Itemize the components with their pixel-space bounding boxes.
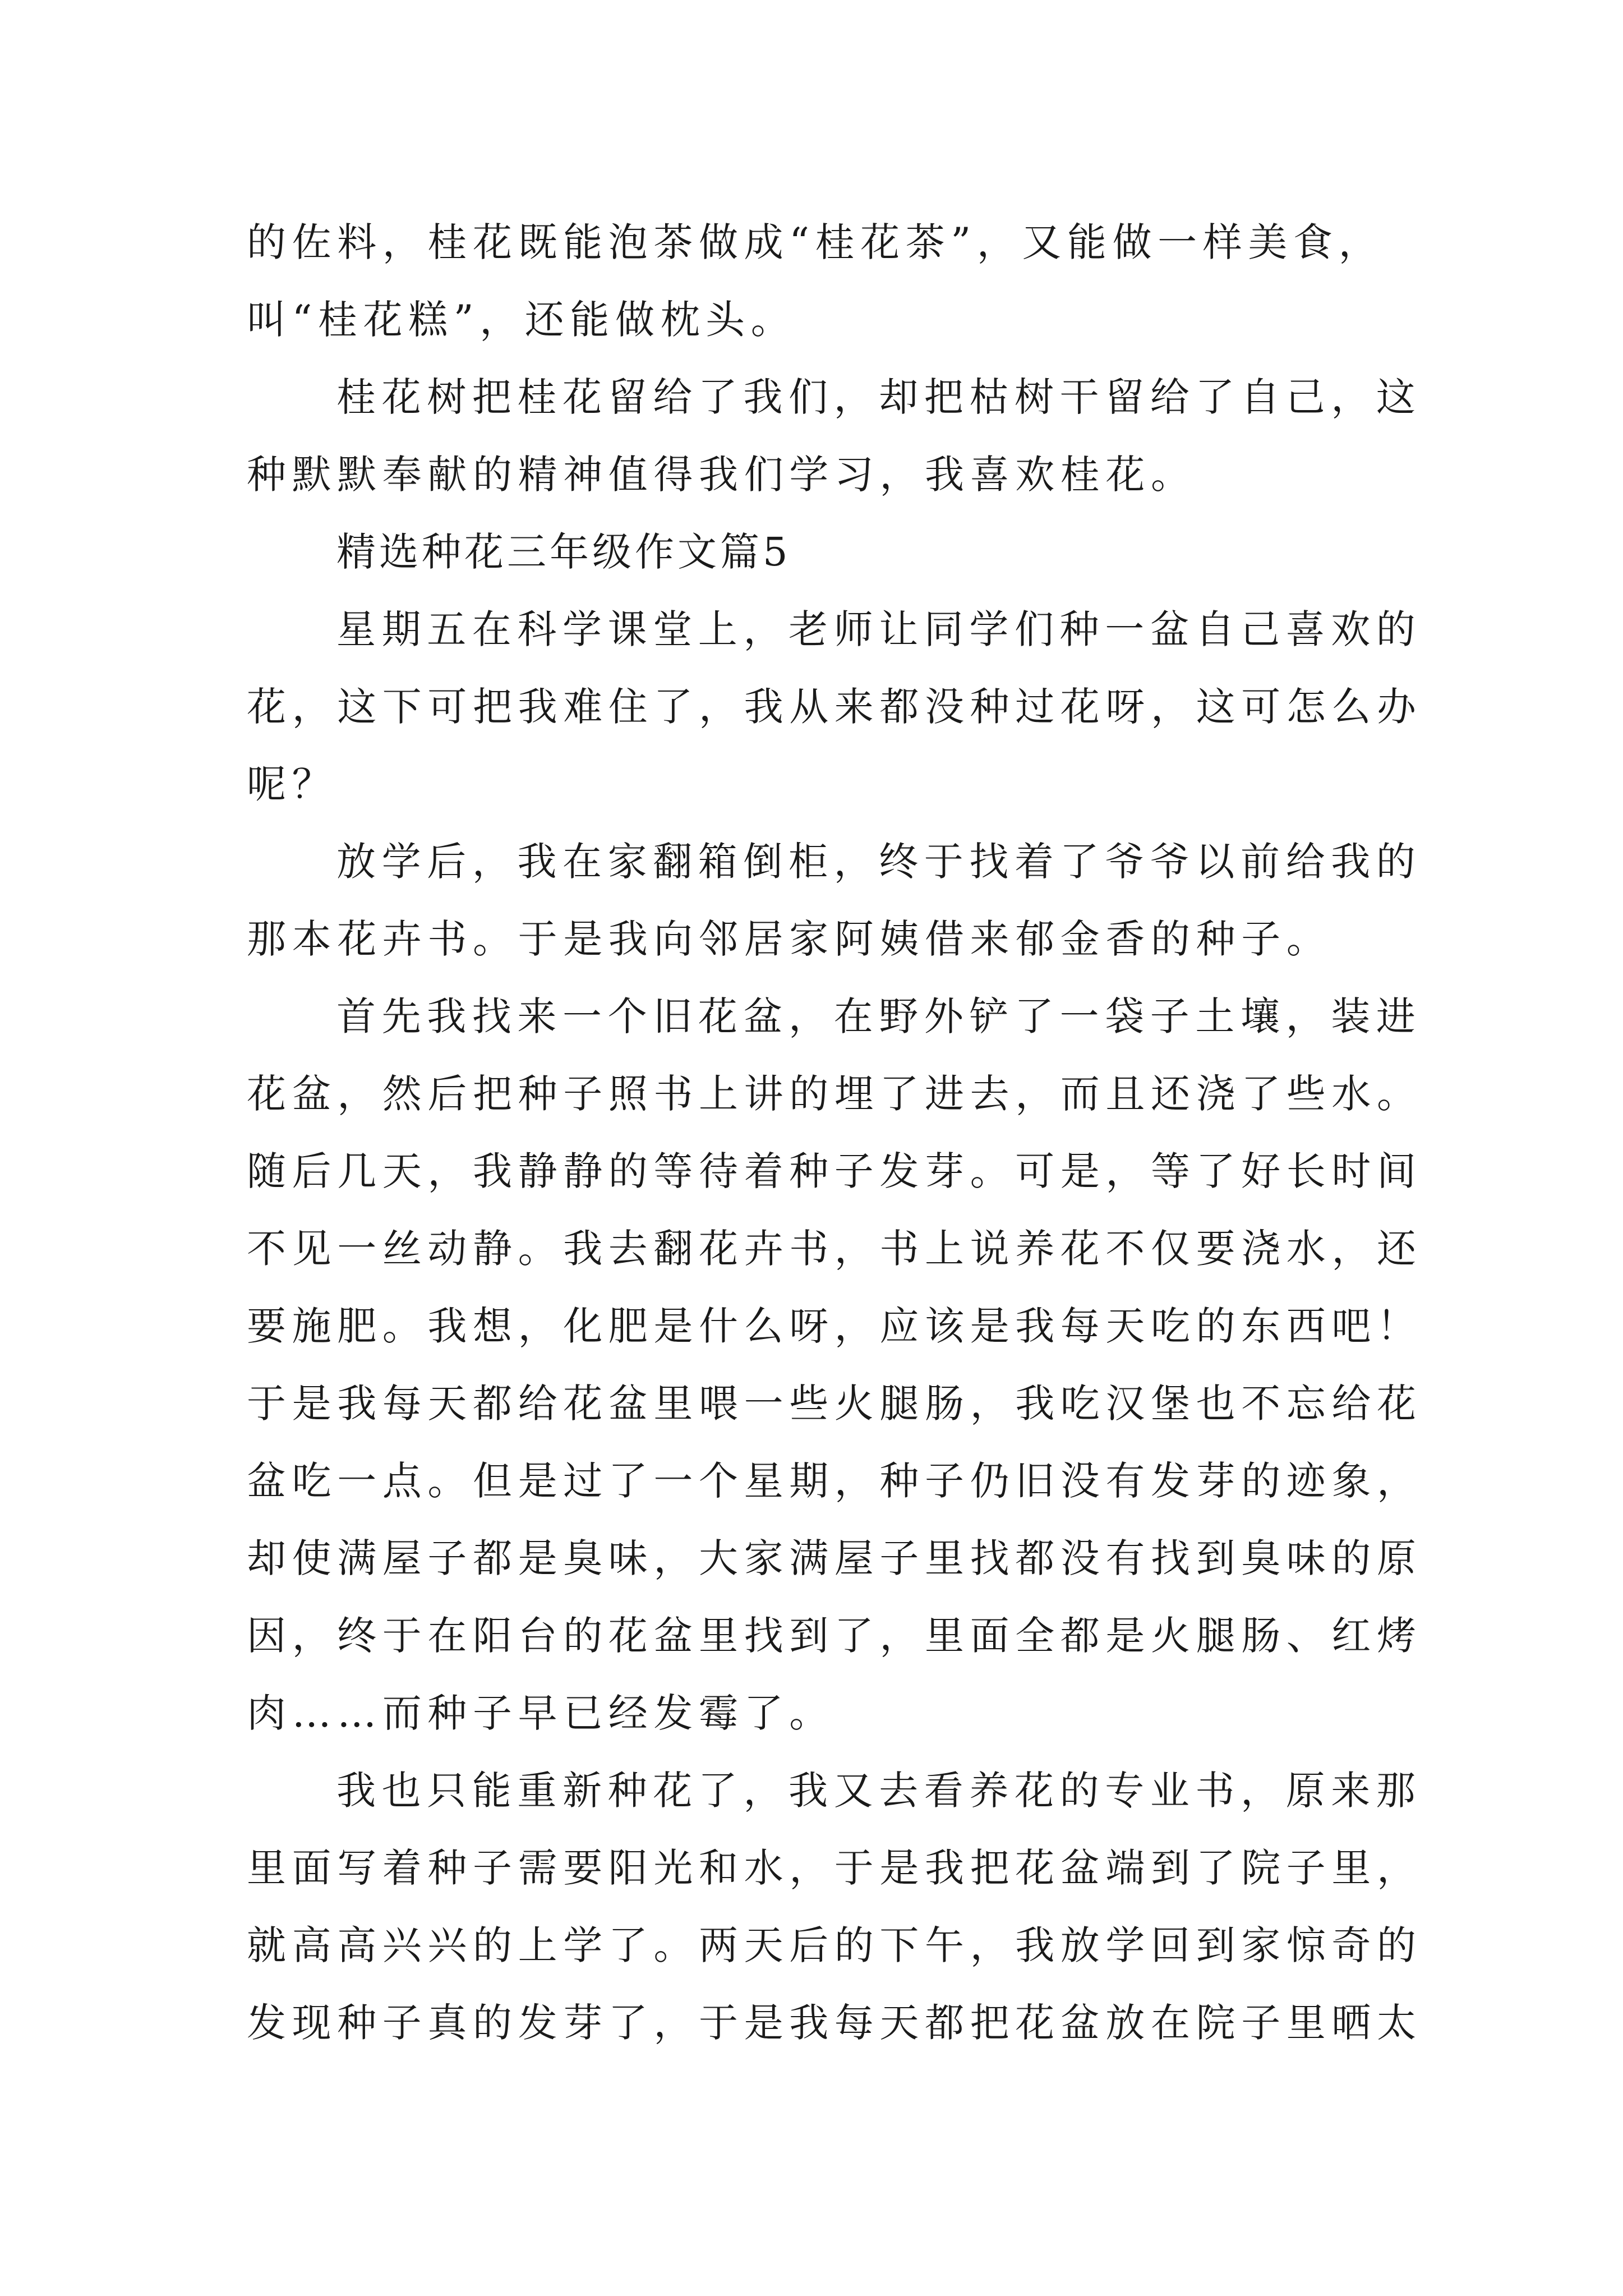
paragraph-start: 星期五在科学课堂上，老师让同学们种一盆自己喜欢的 — [336, 606, 1422, 652]
paragraph-start: 首先我找来一个旧花盆，在野外铲了一袋子土壤，装进 — [336, 993, 1422, 1039]
text-line: 种默默奉献的精神值得我们学习，我喜欢桂花。 — [247, 452, 1196, 498]
text-line: 花，这下可把我难住了，我从来都没种过花呀，这可怎么办 — [247, 684, 1422, 730]
text-line: 花盆，然后把种子照书上讲的埋了进去，而且还浇了些水。 — [247, 1071, 1422, 1117]
text-line: 就高高兴兴的上学了。两天后的下午，我放学回到家惊奇的 — [247, 1922, 1422, 1968]
paragraph-start: 我也只能重新种花了，我又去看养花的专业书，原来那 — [336, 1768, 1422, 1814]
text-line: 不见一丝动静。我去翻花卉书，书上说养花不仅要浇水，还 — [247, 1226, 1422, 1272]
text-line: 发现种子真的发芽了，于是我每天都把花盆放在院子里晒太 — [247, 2000, 1422, 2046]
text-line: 盆吃一点。但是过了一个星期，种子仍旧没有发芽的迹象， — [247, 1458, 1422, 1504]
text-line: 里面写着种子需要阳光和水，于是我把花盆端到了院子里， — [247, 1845, 1422, 1891]
section-heading: 精选种花三年级作文篇5 — [336, 529, 791, 575]
paragraph-start: 放学后，我在家翻箱倒柜，终于找着了爷爷以前给我的 — [336, 839, 1422, 885]
text-line: 于是我每天都给花盆里喂一些火腿肠，我吃汉堡也不忘给花 — [247, 1381, 1422, 1427]
text-line: 要施肥。我想，化肥是什么呀，应该是我每天吃的东西吧！ — [247, 1303, 1422, 1349]
text-line: 呢？ — [247, 761, 338, 807]
text-line: 却使满屋子都是臭味，大家满屋子里找都没有找到臭味的原 — [247, 1535, 1422, 1581]
text-line: 随后几天，我静静的等待着种子发芽。可是，等了好长时间 — [247, 1148, 1422, 1194]
text-line: 因，终于在阳台的花盆里找到了，里面全都是火腿肠、红烤 — [247, 1613, 1422, 1659]
text-line: 的佐料，桂花既能泡茶做成“桂花茶”，又能做一样美食， — [247, 219, 1384, 265]
paragraph-start: 桂花树把桂花留给了我们，却把枯树干留给了自己，这 — [336, 374, 1422, 420]
text-line: 叫“桂花糕”，还能做枕头。 — [247, 297, 796, 343]
text-line: 那本花卉书。于是我向邻居家阿姨借来郁金香的种子。 — [247, 916, 1332, 962]
text-line: 肉……而种子早已经发霉了。 — [247, 1690, 834, 1736]
